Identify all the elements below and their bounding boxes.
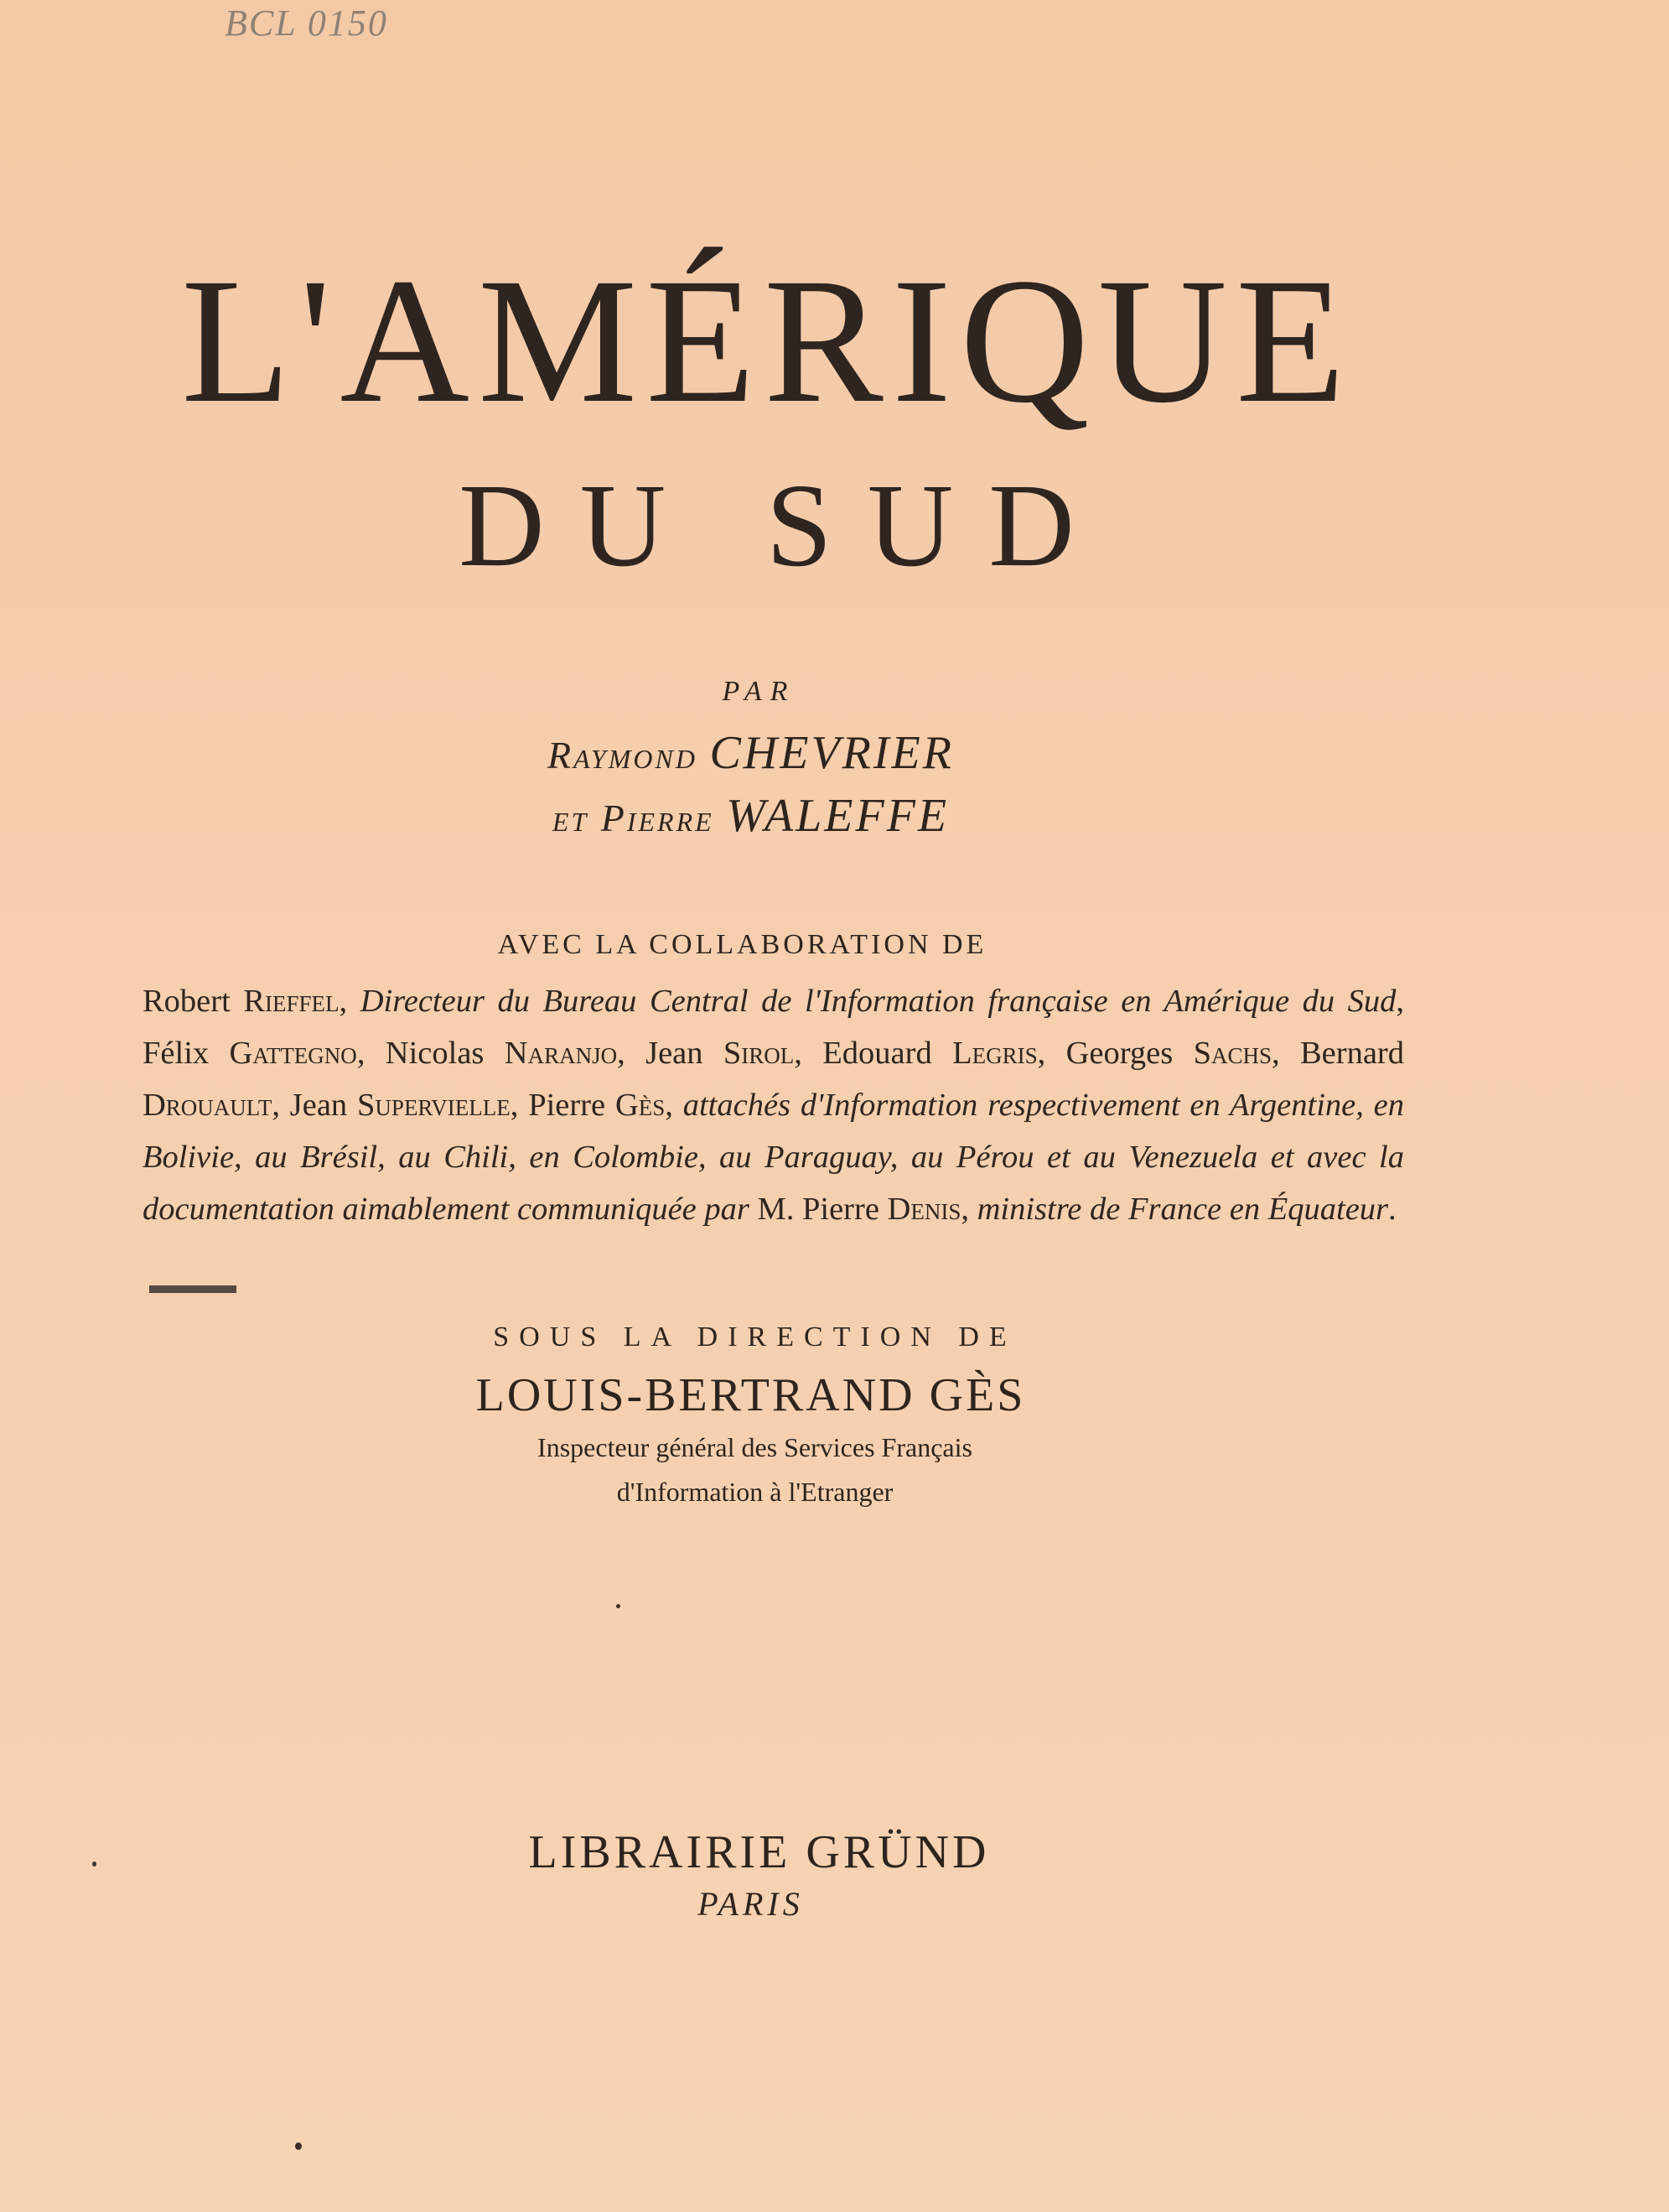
collaboration-segment: Legris — [952, 1036, 1038, 1071]
collaboration-segment: , Jean — [617, 1036, 723, 1071]
author-2-first-name: Pierre — [600, 797, 714, 839]
collaboration-heading: AVEC LA COLLABORATION DE — [497, 929, 987, 960]
collaboration-segment: Naranjo — [504, 1036, 618, 1071]
collaboration-segment: , Nicolas — [356, 1036, 505, 1071]
director-role-line2: d'Information à l'Etranger — [616, 1477, 894, 1507]
collaboration-segment: , Bernard — [1272, 1036, 1404, 1071]
collaboration-segment: , Edouard — [794, 1036, 953, 1071]
by-label: PAR — [722, 676, 796, 707]
director-name: LOUIS-BERTRAND GÈS — [475, 1369, 1026, 1421]
author-1-last-name: CHEVRIER — [709, 727, 954, 779]
book-title-line1: L'AMÉRIQUE — [181, 241, 1354, 440]
publisher-name: LIBRAIRIE GRÜND — [528, 1826, 990, 1878]
author-2 — [0, 790, 1585, 842]
collaboration-segment: Robert — [143, 984, 244, 1019]
paper-speck — [616, 1604, 620, 1608]
author-2-last-name: WALEFFE — [726, 790, 950, 842]
collaboration-segment: Directeur du Bureau Central de l'Information française en Amérique du Sud — [360, 984, 1397, 1019]
collaboration-segment: Gès — [614, 1088, 666, 1123]
author-1 — [0, 727, 1585, 779]
ink-rule — [149, 1285, 236, 1293]
author-2-conjunction: et — [552, 797, 589, 839]
direction-heading: SOUS LA DIRECTION DE — [493, 1321, 1017, 1353]
collaboration-segment: M. Pierre — [749, 1192, 888, 1227]
collaboration-segment: . — [1388, 1192, 1397, 1227]
paper-speck — [295, 2142, 302, 2150]
collaboration-paragraph — [143, 975, 1404, 1235]
author-1-first-name: Raymond — [547, 734, 697, 776]
collaboration-segment: attachés d'Information respectivement en Argentine, en Bolivie, au Brésil, au Chili, en Colombie, au Paraguay, au Pérou et au Venezuela et avec la documentation aimablement communiquée par — [143, 1088, 1405, 1227]
collaboration-segment: , — [665, 1088, 683, 1123]
collaboration-segment: , Georges — [1037, 1036, 1194, 1071]
collaboration-segment: , — [339, 984, 360, 1019]
collaboration-segment: Rieffel — [243, 984, 340, 1019]
library-stamp: BCL 0150 — [225, 3, 388, 44]
collaboration-segment: Drouault — [143, 1088, 272, 1123]
collaboration-segment: ministre de France en Équateur — [977, 1192, 1389, 1227]
collaboration-segment: Sirol — [723, 1036, 795, 1071]
collaboration-segment: , — [961, 1192, 977, 1227]
director-role-line1: Inspecteur général des Services Français — [537, 1432, 972, 1462]
book-title-line2: DU SUD — [459, 459, 1110, 591]
publisher-city: PARIS — [697, 1885, 804, 1923]
collaboration-segment: , Pierre — [510, 1088, 615, 1123]
collaboration-segment: Gattegno — [229, 1036, 357, 1071]
paper-speck — [92, 1862, 96, 1867]
collaboration-segment: Denis — [887, 1192, 961, 1227]
collaboration-segment: , Jean — [272, 1088, 358, 1123]
collaboration-segment: Sachs — [1193, 1036, 1272, 1071]
collaboration-segment: , Félix — [143, 984, 1405, 1071]
collaboration-segment: Supervielle — [357, 1088, 511, 1123]
